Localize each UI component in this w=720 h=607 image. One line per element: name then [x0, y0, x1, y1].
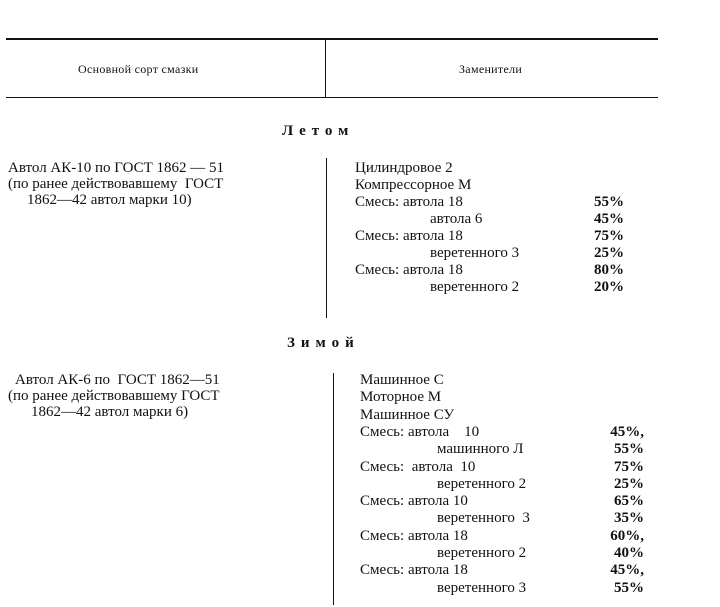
summer-substitute-name: автола 6	[430, 211, 483, 227]
winter-substitute-name: веретенного 2	[437, 545, 527, 561]
winter-substitute-name: Смесь: автола 10	[360, 458, 476, 475]
winter-substitute-percent: 55%	[614, 579, 644, 596]
summer-base-line: (по ранее действовавшему ГОСТ	[8, 176, 224, 192]
summer-substitute-name: Смесь: автола 18	[355, 262, 463, 278]
winter-column-divider	[333, 373, 334, 605]
summer-base-line: 1862—42 автол марки 10)	[27, 192, 192, 208]
winter-substitute-percent: 45%,	[610, 562, 644, 579]
winter-base-line: 1862—42 автол марки 6)	[31, 404, 189, 420]
summer-substitute-name: веретенного 3	[430, 245, 520, 261]
summer-substitute-percent: 80%	[594, 262, 624, 278]
winter-substitute-name: Машинное СУ	[360, 406, 455, 423]
winter-base-line: Автол АК-6 по ГОСТ 1862—51	[15, 372, 220, 388]
winter-substitute-name: Смесь: автола 18	[360, 562, 468, 579]
summer-substitute-percent: 75%	[594, 228, 624, 244]
winter-substitute-name: Моторное М	[360, 389, 442, 406]
section-title-winter: Зимой	[287, 335, 360, 351]
summer-substitute-percent: 25%	[594, 245, 624, 261]
column-header-base-grade: Основной сорт смазки	[78, 62, 199, 76]
summer-substitute-percent: 55%	[594, 194, 624, 210]
winter-substitute-percent: 55%	[614, 441, 644, 458]
summer-substitute-name: Смесь: автола 18	[355, 228, 463, 244]
winter-substitute-name: Смесь: автола 18	[360, 527, 468, 544]
winter-base-line: (по ранее действовавшему ГОСТ	[8, 388, 220, 404]
winter-substitute-name: веретенного 3	[437, 510, 530, 527]
winter-substitute-percent: 40%	[614, 545, 644, 561]
winter-substitute-name: веретенного 2	[437, 475, 527, 492]
summer-substitute-name: Компрессорное М	[355, 177, 472, 193]
summer-substitute-name: веретенного 2	[430, 279, 520, 295]
summer-column-divider	[326, 158, 327, 318]
winter-substitute-percent: 25%	[614, 475, 644, 492]
summer-base-line: Автол АК-10 по ГОСТ 1862 — 51	[8, 160, 225, 176]
winter-substitute-name: Машинное С	[360, 372, 444, 388]
winter-substitute-name: веретенного 3	[437, 579, 527, 596]
winter-substitute-percent: 60%,	[610, 527, 644, 544]
winter-substitute-percent: 75%	[614, 458, 644, 475]
winter-substitute-name: Смесь: автола 10	[360, 423, 480, 440]
winter-substitute-percent: 65%	[614, 493, 644, 510]
summer-substitute-name: Смесь: автола 18	[355, 194, 463, 210]
summer-substitute-percent: 20%	[594, 279, 624, 295]
header-column-divider	[325, 40, 326, 97]
winter-substitute-percent: 45%,	[610, 423, 644, 440]
header-bottom-rule	[6, 97, 658, 98]
column-header-substitutes: Заменители	[459, 62, 523, 76]
header-top-rule	[6, 38, 658, 40]
winter-substitute-name: Смесь: автола 10	[360, 493, 468, 510]
summer-substitute-name: Цилиндровое 2	[355, 160, 453, 176]
section-title-summer: Летом	[282, 123, 355, 139]
summer-substitute-percent: 45%	[594, 211, 624, 227]
winter-substitute-percent: 35%	[614, 510, 644, 527]
winter-substitute-name: машинного Л	[437, 441, 524, 458]
